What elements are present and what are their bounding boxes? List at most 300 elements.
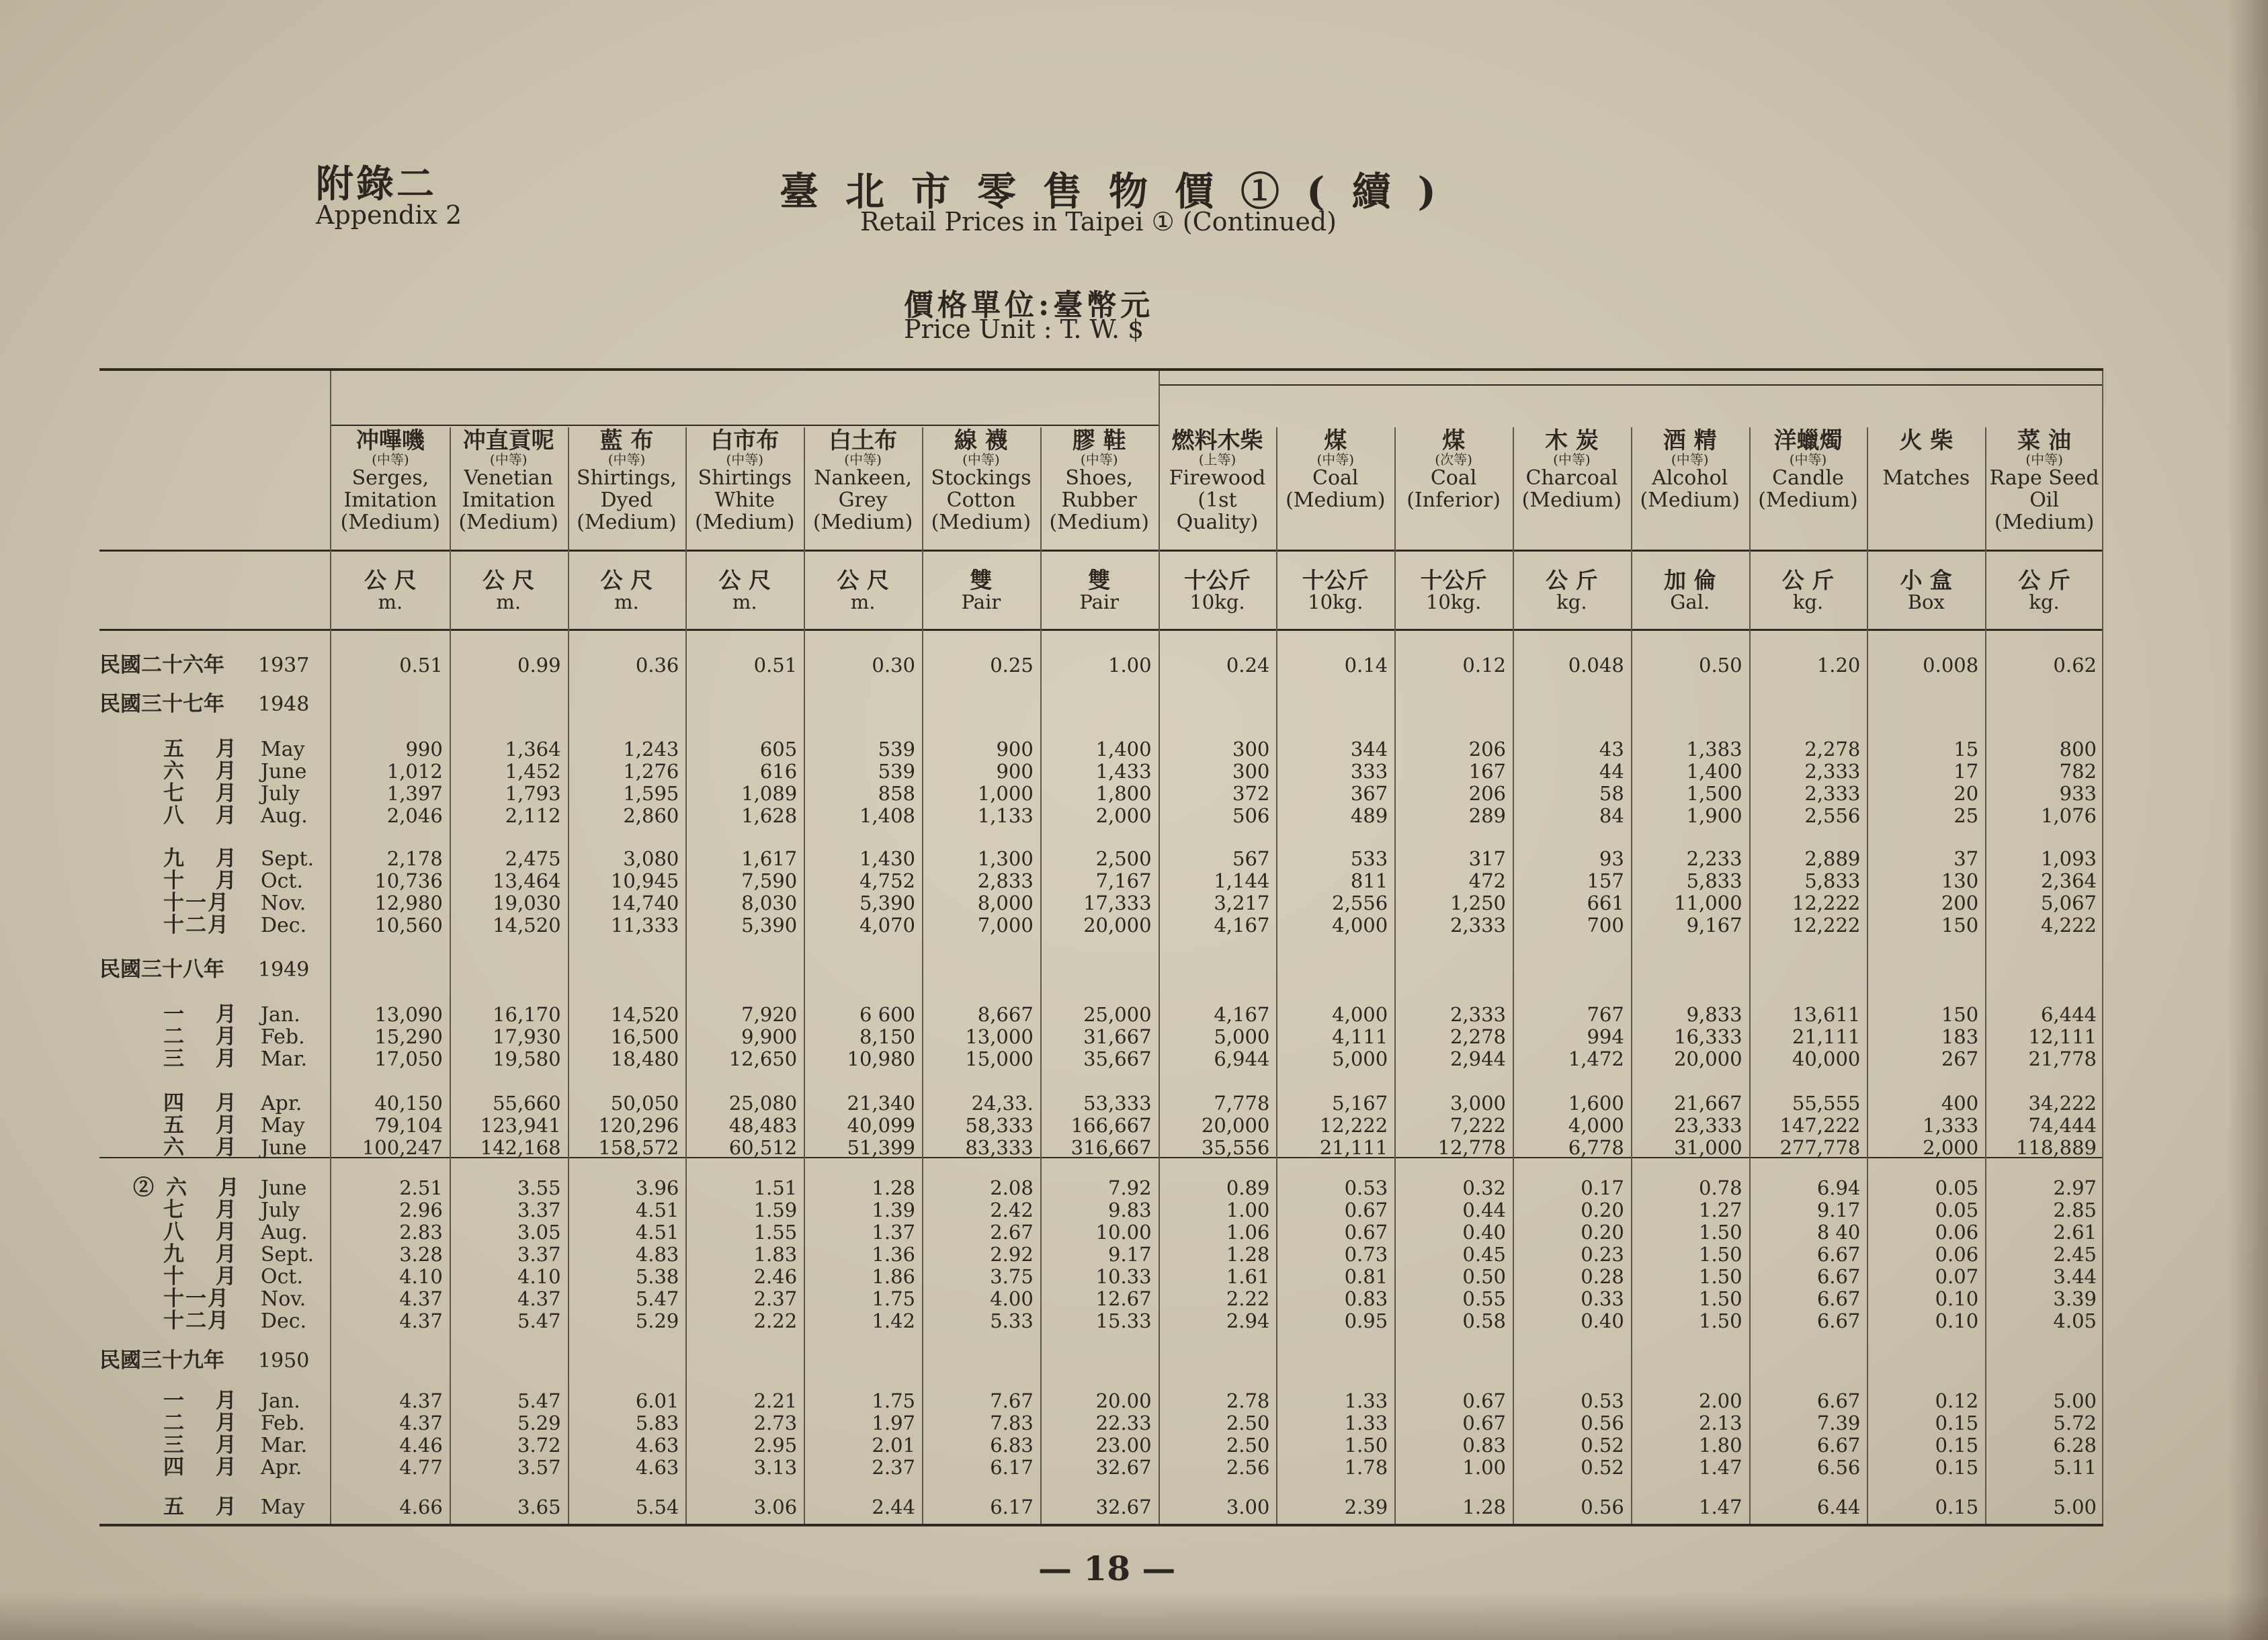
price-cell: 2,333 [1804,782,1861,805]
price-cell: 1,408 [859,804,915,827]
month-label-cn: 七 月 [163,1198,249,1222]
column-name-en: Firewood (1st Quality) [1169,466,1266,534]
price-cell: 20.00 [1095,1389,1152,1412]
row-label [99,1288,331,1310]
price-cell: 6,944 [1214,1047,1270,1070]
price-cell: 150 [1941,914,1979,937]
column-name-cn: 膠 鞋 [1072,427,1126,454]
column-unit [685,567,804,613]
price-cell: 0.008 [1923,654,1979,677]
price-cell: 782 [2059,760,2097,783]
price-cell: 1.20 [1816,654,1861,677]
price-cell: 3.65 [517,1496,561,1518]
price-cell: 8 40 [1816,1221,1861,1244]
price-cell: 20,000 [1083,914,1152,937]
unit-en: m. [496,591,521,613]
unit-en: 10kg. [1425,591,1482,613]
price-cell: 6.01 [635,1389,679,1412]
column-name-en: Candle (Medium) [1758,466,1858,512]
price-cell: 1.28 [872,1176,915,1199]
month-label-en: May [261,738,305,761]
price-cell: 5.33 [990,1309,1034,1332]
unit-en: 10kg. [1308,591,1363,613]
price-cell: 13,000 [965,1025,1034,1048]
month-label-en: Nov. [261,892,306,915]
price-cell: 6.56 [1816,1456,1861,1479]
column-header [1867,427,1985,490]
price-cell: 24,33. [971,1092,1034,1115]
price-cell: 0.23 [1581,1243,1624,1266]
price-cell: 4.51 [635,1199,679,1221]
column-header [1040,427,1159,534]
page-number: — 18 — [1038,1549,1176,1588]
column-grade-cn: (中等) [844,451,882,468]
price-cell: 11,333 [610,914,679,937]
column-name-cn: 酒 精 [1663,427,1717,454]
month-label-cn: 四 月 [163,1455,249,1479]
column-header [804,427,922,534]
price-cell: 1,617 [741,847,798,870]
price-cell: 2,889 [1804,847,1861,870]
price-cell: 1.50 [1344,1434,1388,1457]
price-cell: 1,093 [2040,847,2097,870]
price-cell: 3.06 [753,1496,798,1518]
price-cell: 0.10 [1935,1309,1979,1332]
price-cell: 9,900 [741,1025,798,1048]
price-cell: 5.54 [635,1496,679,1518]
price-cell: 0.58 [1462,1309,1506,1332]
price-cell: 19,580 [493,1047,561,1070]
price-cell: 6.83 [990,1434,1034,1457]
price-cell: 0.95 [1344,1309,1388,1332]
row-label [99,1350,331,1372]
price-cell: 1.50 [1699,1243,1742,1266]
row-label [99,1092,331,1115]
month-label-en: Jan. [261,1389,300,1413]
price-cell: 1.42 [872,1309,915,1332]
price-cell: 3.57 [517,1456,561,1479]
price-cell: 23,333 [1674,1114,1742,1137]
price-cell: 0.55 [1462,1287,1506,1310]
price-cell: 1.36 [872,1243,915,1266]
price-cell: 4.63 [635,1434,679,1457]
price-cell: 0.78 [1699,1176,1742,1199]
price-cell: 1,452 [505,760,561,783]
price-cell: 3.28 [399,1243,443,1266]
price-cell: 12,222 [1792,892,1861,914]
price-cell: 55,660 [493,1092,561,1115]
price-cell: 0.05 [1935,1199,1979,1221]
price-cell: 2.08 [990,1176,1034,1199]
price-cell: 6.94 [1816,1176,1861,1199]
month-label-en: Mar. [261,1047,308,1071]
column-grade-cn: (中等) [1553,451,1591,468]
row-label [99,1434,331,1457]
price-cell: 7,590 [741,869,798,892]
price-cell: 2.01 [872,1434,915,1457]
price-cell: 1.00 [1226,1199,1270,1221]
price-cell: 289 [1468,804,1506,827]
row-label [99,1048,331,1070]
column-name-en: Coal (Medium) [1286,466,1386,512]
price-cell: 4.37 [399,1389,443,1412]
price-cell: 150 [1941,1003,1979,1026]
price-cell: 1,243 [623,738,679,761]
price-cell: 5,167 [1332,1092,1388,1115]
price-cell: 1,133 [977,804,1034,827]
column-unit [922,567,1040,613]
price-cell: 7.39 [1816,1412,1861,1434]
price-cell: 6.67 [1816,1265,1861,1288]
price-cell: 2,178 [386,847,443,870]
price-cell: 2.46 [753,1265,798,1288]
month-label-en: June [261,1136,307,1160]
price-cell: 8,000 [977,892,1034,914]
month-label-en: Aug. [261,804,308,828]
price-cell: 0.28 [1581,1265,1624,1288]
column-name-en: Shoes, Rubber (Medium) [1049,466,1149,534]
price-cell: 2.50 [1226,1434,1270,1457]
price-cell: 5.11 [2053,1456,2097,1479]
price-cell: 6.17 [990,1456,1034,1479]
row-label [99,1457,331,1479]
column-header [1276,427,1394,512]
month-label-cn: 八 月 [163,1220,249,1244]
column-header [1749,427,1867,512]
month-label-cn: 六 月 [163,1135,249,1160]
price-cell: 2,556 [1332,892,1388,914]
unit-cn: 加 倫 [1663,567,1716,593]
year-label-cn: 民國三十九年 [99,1348,224,1373]
month-label-en: Dec. [261,914,307,937]
price-cell: 2,364 [2040,869,2097,892]
price-cell: 661 [1587,892,1624,914]
price-cell: 2,046 [386,804,443,827]
year-label-en: 1948 [258,693,310,716]
price-cell: 7,222 [1450,1114,1506,1137]
price-cell: 2,333 [1804,760,1861,783]
price-cell: 6.67 [1816,1243,1861,1266]
column-grade-cn: (中等) [2025,451,2063,468]
price-cell: 2,475 [505,847,561,870]
price-cell: 0.10 [1935,1287,1979,1310]
price-cell: 0.62 [2053,654,2097,677]
price-cell: 2.39 [1344,1496,1388,1518]
price-cell: 166,667 [1070,1114,1152,1137]
price-unit-en: Price Unit : T. W. $ [904,314,1144,344]
price-cell: 6.17 [990,1496,1034,1518]
price-cell: 31,000 [1674,1136,1742,1159]
price-cell: 2,112 [505,804,561,827]
column-unit [331,567,450,613]
month-label-cn: 二 月 [163,1025,249,1049]
price-cell: 990 [405,738,443,761]
price-cell: 2,500 [1095,847,1152,870]
right-border [2102,371,2103,1524]
price-cell: 0.44 [1462,1199,1506,1221]
price-cell: 539 [878,760,915,783]
price-cell: 37 [1954,847,1979,870]
column-grade-cn: (中等) [962,451,1000,468]
price-cell: 3.00 [1226,1496,1270,1518]
price-cell: 11,000 [1674,892,1742,914]
price-cell: 333 [1350,760,1388,783]
price-cell: 2.73 [753,1412,798,1434]
price-cell: 4.77 [399,1456,443,1479]
price-cell: 800 [2059,738,2097,761]
column-name-en: Alcohol (Medium) [1640,466,1740,512]
unit-cn: 十公斤 [1302,567,1369,593]
price-cell: 9.83 [1108,1199,1152,1221]
price-cell: 21,340 [847,1092,915,1115]
price-cell: 3.96 [635,1176,679,1199]
unit-cn: 十公斤 [1183,567,1251,593]
price-cell: 74,444 [2028,1114,2097,1137]
price-cell: 1,628 [741,804,798,827]
row-label [99,1026,331,1048]
price-cell: 400 [1941,1092,1979,1115]
column-name-en: Charcoal (Medium) [1521,466,1622,512]
price-cell: 25 [1954,804,1979,827]
column-unit [568,567,686,613]
price-cell: 1,089 [741,782,798,805]
price-cell: 1,595 [623,782,679,805]
price-cell: 2,860 [623,804,679,827]
column-name-cn: 白土布 [829,427,898,454]
price-cell: 0.50 [1462,1265,1506,1288]
price-cell: 83,333 [965,1136,1034,1159]
price-cell: 4,070 [859,914,915,937]
price-cell: 0.17 [1581,1176,1624,1199]
price-cell: 5,390 [859,892,915,914]
price-cell: 4.37 [399,1287,443,1310]
price-cell: 20,000 [1201,1114,1270,1137]
column-grade-cn: (中等) [1671,451,1709,468]
price-cell: 7.92 [1108,1176,1152,1199]
price-cell: 767 [1587,1003,1624,1026]
column-unit [1985,567,2103,613]
price-cell: 616 [759,760,798,783]
unit-cn: 公 尺 [718,567,771,593]
row-label [99,1244,331,1266]
price-cell: 4,222 [2040,914,2097,937]
column-name-en: Stockings Cotton (Medium) [931,466,1032,534]
price-cell: 35,667 [1083,1047,1152,1070]
price-cell: 2.85 [2053,1199,2097,1221]
price-cell: 0.67 [1462,1389,1506,1412]
price-cell: 0.53 [1344,1176,1388,1199]
price-cell: 811 [1350,869,1388,892]
price-cell: 147,222 [1779,1114,1861,1137]
page-title-cn: 臺北市零售物價①(續) [780,169,1463,214]
price-cell: 1.97 [872,1412,915,1434]
row-label [99,1137,331,1159]
month-label-cn: 十一月 [163,891,230,915]
month-label-cn: 四 月 [163,1091,249,1115]
price-cell: 12,778 [1437,1136,1506,1159]
price-cell: 2,233 [1686,847,1742,870]
row-label [99,1266,331,1288]
price-cell: 13,611 [1792,1003,1861,1026]
price-cell: 6,778 [1568,1136,1624,1159]
column-unit [450,567,568,613]
price-cell: 5,000 [1214,1025,1270,1048]
price-cell: 1.80 [1699,1434,1742,1457]
column-grade-cn [1867,452,1985,467]
price-cell: 34,222 [2028,1092,2097,1115]
price-cell: 2.50 [1226,1412,1270,1434]
price-cell: 2,278 [1450,1025,1506,1048]
unit-rule [99,629,2103,631]
unit-en: m. [850,591,876,613]
price-cell: 858 [878,782,915,805]
price-cell: 2.44 [872,1496,915,1518]
row-label [99,892,331,914]
price-cell: 1.47 [1699,1456,1742,1479]
unit-en: kg. [1792,591,1824,613]
column-name-en: Shirtings, Dyed (Medium) [577,466,677,534]
price-cell: 14,520 [610,1003,679,1026]
price-cell: 1,800 [1095,782,1152,805]
price-cell: 40,099 [847,1114,915,1137]
price-cell: 5.47 [635,1287,679,1310]
price-cell: 35,556 [1201,1136,1270,1159]
price-cell: 7,920 [741,1003,798,1026]
row-label [99,914,331,937]
price-cell: 3,217 [1214,892,1270,914]
table-bottom-rule [99,1524,2103,1526]
row-label [99,1199,331,1221]
price-cell: 20,000 [1674,1047,1742,1070]
row-label [99,1115,331,1137]
month-label-cn: 五 月 [163,737,249,761]
month-label-cn: 八 月 [163,804,249,828]
price-cell: 7,167 [1095,869,1152,892]
price-cell: 58 [1599,782,1624,805]
price-cell: 1.33 [1344,1389,1388,1412]
unit-en: kg. [2029,591,2060,613]
price-cell: 0.14 [1344,654,1388,677]
price-cell: 2.51 [399,1176,443,1199]
row-label [99,738,331,761]
price-cell: 4.37 [399,1309,443,1332]
month-label-cn: 三 月 [163,1433,249,1457]
column-grade-cn: (中等) [489,451,528,468]
month-label-cn: 十 月 [163,869,249,893]
column-name-cn: 木 炭 [1544,427,1599,454]
month-label-cn: 六 月 [163,759,249,783]
price-cell: 0.24 [1226,654,1270,677]
price-cell: 3.39 [2053,1287,2097,1310]
row-label [99,870,331,892]
column-name-cn: 火 柴 [1899,427,1954,454]
price-cell: 10.00 [1095,1221,1152,1244]
price-cell: 1.78 [1344,1456,1388,1479]
price-cell: 2.42 [990,1199,1034,1221]
column-name-en: Coal (Inferior) [1406,466,1501,512]
price-cell: 5,067 [2040,892,2097,914]
month-label-en: Nov. [261,1287,306,1311]
price-cell: 2.37 [753,1287,798,1310]
price-cell: 605 [759,738,798,761]
price-cell: 0.83 [1344,1287,1388,1310]
price-cell: 15 [1954,738,1979,761]
price-cell: 0.67 [1344,1199,1388,1221]
unit-en: Pair [961,591,1001,613]
price-cell: 0.30 [872,654,915,677]
row-label [99,783,331,805]
price-cell: 10.33 [1095,1265,1152,1288]
column-header [1985,427,2103,534]
price-cell: 93 [1599,847,1624,870]
price-cell: 1.06 [1226,1221,1270,1244]
column-grade-cn: (中等) [372,451,409,468]
price-cell: 15,000 [965,1047,1034,1070]
price-cell: 6,444 [2040,1003,2097,1026]
price-cell: 5,833 [1686,869,1742,892]
month-label-cn: 十二月 [163,913,230,937]
column-name-cn: 冲直貢呢 [462,427,554,454]
price-cell: 1.50 [1699,1309,1742,1332]
price-cell: 2.45 [2053,1243,2097,1266]
price-cell: 51,399 [847,1136,915,1159]
price-cell: 3.37 [517,1199,561,1221]
row-label [99,761,331,783]
price-cell: 0.40 [1462,1221,1506,1244]
column-unit [1867,567,1985,613]
price-cell: 506 [1232,804,1270,827]
price-cell: 344 [1350,738,1388,761]
price-cell: 18,480 [610,1047,679,1070]
unit-cn: 雙 [970,567,993,593]
price-cell: 0.52 [1581,1434,1624,1457]
price-cell: 2.61 [2053,1221,2097,1244]
price-cell: 5.00 [2053,1389,2097,1412]
price-cell: 4.05 [2053,1309,2097,1332]
column-name-en: Rape Seed Oil (Medium) [1989,466,2099,534]
price-cell: 2,000 [1923,1136,1979,1159]
price-cell: 13,090 [374,1003,443,1026]
price-cell: 2.94 [1226,1309,1270,1332]
price-cell: 100,247 [362,1136,443,1159]
price-cell: 1.50 [1699,1221,1742,1244]
price-cell: 43 [1599,738,1624,761]
price-cell: 1,793 [505,782,561,805]
price-cell: 0.06 [1935,1243,1979,1266]
price-cell: 3.55 [517,1176,561,1199]
month-label-en: Jan. [261,1003,300,1027]
price-cell: 2,944 [1450,1047,1506,1070]
month-label-en: May [261,1496,305,1519]
price-cell: 5,000 [1332,1047,1388,1070]
price-cell: 79,104 [374,1114,443,1137]
column-grade-cn: (中等) [1789,451,1827,468]
month-label-en: July [261,1199,300,1222]
price-cell: 1.55 [753,1221,798,1244]
price-cell: 0.50 [1699,654,1742,677]
price-cell: 8,150 [859,1025,915,1048]
price-cell: 1.28 [1226,1243,1270,1266]
price-cell: 8,030 [741,892,798,914]
price-cell: 267 [1941,1047,1979,1070]
price-cell: 0.25 [990,654,1034,677]
price-cell: 0.20 [1581,1221,1624,1244]
price-cell: 1.61 [1226,1265,1270,1288]
price-cell: 316,667 [1070,1136,1152,1159]
price-cell: 3,080 [623,847,679,870]
price-cell: 277,778 [1779,1136,1861,1159]
price-cell: 9.17 [1816,1199,1861,1221]
